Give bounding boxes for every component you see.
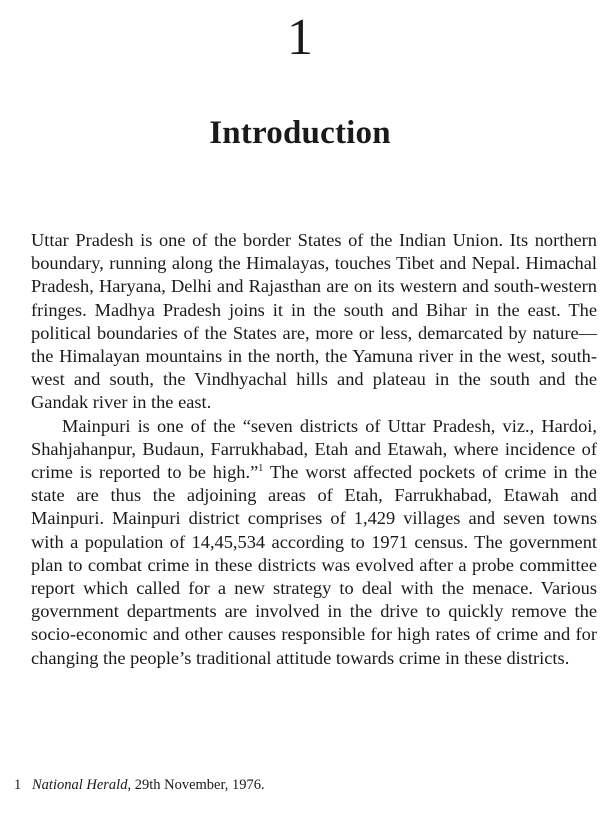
paragraph-2-continuation: The worst affected pockets of crime in the state are thus the adjoining areas of Etah, Farrukhabad, Etawah and Mainpuri. Mainpuri district comprises of 1,429 villages and seven towns with a population of 14,45,534 according to 1971 census. The government plan to combat crime in these districts was evolved after a probe committee report which called for a new strategy to deal with the menace. Various government departments are involved in the drive to quickly remove the socio-economic and other causes responsible for high rates of crime and for changing the people’s traditional attitude towards crime in these districts. xyxy=(31,462,597,668)
footnote-date: , 29th November, 1976. xyxy=(127,777,265,793)
footnote-mark: 1 xyxy=(14,777,22,793)
chapter-number: 1 xyxy=(287,9,313,66)
paragraph-2-quote: Mainpuri is one of the “seven districts of Uttar Pradesh, viz., Hardoi, Shahjahanpur, Budaun, Farrukhabad, Etah and Etawah, where incidence of crime is reported to be high.” xyxy=(31,415,597,483)
chapter-body xyxy=(31,229,597,670)
footnote-source: National Herald xyxy=(32,777,128,793)
footnote xyxy=(14,775,265,795)
footnote-reference: 1 xyxy=(258,462,264,474)
paragraph-1: Uttar Pradesh is one of the border States of the Indian Union. Its northern boundary, running along the Himalayas, touches Tibet and Nepal. Himachal Pradesh, Haryana, Delhi and Rajasthan are on its western and south-western fringes. Madhya Pradesh joins it in the south and Bihar in the east. The political boundaries of the States are, more or less, demarcated by nature—the Himalayan mountains in the north, the Yamuna river in the west, south-west and south, the Vindhyachal hills and plateau in the south and the Gandak river in the east. xyxy=(31,230,597,413)
chapter-title: Introduction xyxy=(209,115,391,151)
paragraph-2 xyxy=(31,415,597,670)
